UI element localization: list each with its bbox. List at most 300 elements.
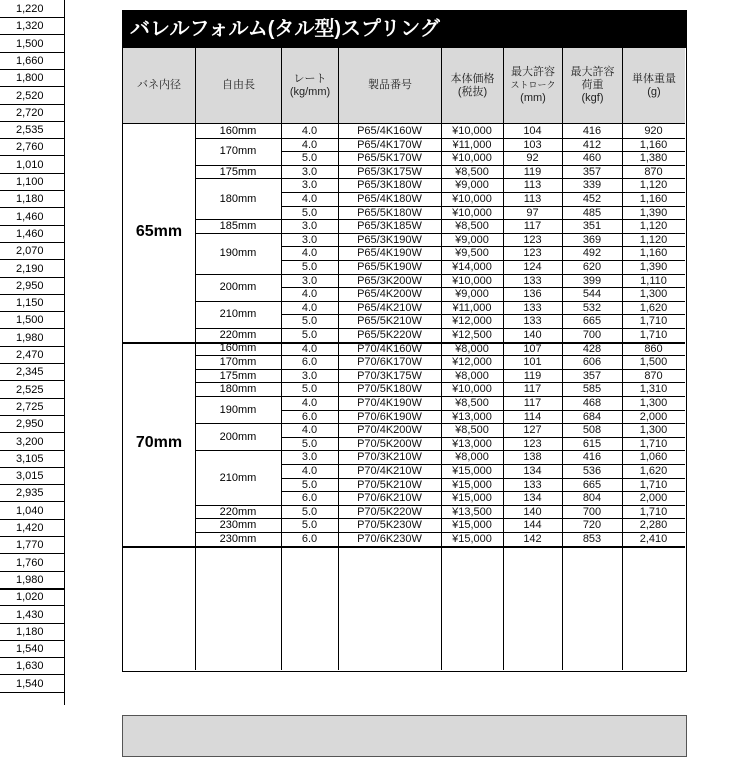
header-stroke-line2: ストローク — [510, 80, 556, 90]
left-column-cell — [0, 503, 64, 520]
table-cell: 684 — [582, 410, 602, 423]
header-rate-line1: レート — [293, 72, 327, 85]
left-column-value: 2,345 — [16, 366, 44, 379]
table-cell: 123 — [523, 247, 542, 260]
table-cell: 5.0 — [301, 383, 318, 396]
left-column-value: 2,935 — [16, 487, 44, 500]
table-cell: 5.0 — [301, 505, 318, 518]
table-cell: 860 — [644, 342, 663, 355]
table-cell: ¥11,000 — [452, 138, 492, 151]
header-price-line1: 本体価格 — [450, 72, 495, 85]
left-column-cell — [0, 295, 64, 312]
left-column-cell — [0, 88, 64, 105]
table-cell: 5.0 — [301, 329, 318, 341]
table-cell: P65/4K170W — [357, 138, 422, 151]
header-load-line3: (kgf) — [581, 92, 604, 104]
table-cell: P70/5K220W — [357, 505, 422, 518]
table-cell: 339 — [582, 179, 602, 192]
header-load — [562, 48, 622, 123]
table-cell: ¥15,000 — [452, 478, 492, 491]
free-length-cell: 170mm — [219, 356, 257, 368]
table-cell: 2,410 — [639, 533, 668, 545]
table-cell: 1,160 — [639, 138, 668, 151]
table-cell: 416 — [582, 125, 602, 137]
free-length-cell: 200mm — [219, 281, 257, 294]
header-rate-line2: (kg/mm) — [289, 85, 331, 98]
left-column-value: 2,950 — [16, 279, 44, 292]
free-length-cell: 160mm — [219, 124, 257, 137]
left-column-value: 1,630 — [16, 660, 44, 673]
table-cell: 6.0 — [301, 533, 318, 545]
left-column-cell — [0, 520, 64, 537]
left-column-cell — [0, 416, 64, 433]
table-cell: 123 — [523, 437, 542, 450]
free-length-cell: 190mm — [219, 403, 257, 416]
table-cell: 1,710 — [639, 478, 668, 491]
bottom-diagram-box — [122, 715, 687, 757]
table-cell: 5.0 — [301, 261, 318, 273]
left-column-cell — [0, 243, 64, 260]
table-cell: P65/3K190W — [357, 233, 422, 246]
table-cell: P65/4K210W — [357, 301, 422, 314]
left-column-value: 3,200 — [16, 435, 44, 448]
left-column-value: 1,660 — [16, 54, 44, 67]
table-cell: 853 — [582, 533, 602, 545]
table-cell: ¥15,000 — [452, 519, 492, 532]
left-column-value: 2,725 — [16, 400, 44, 413]
left-column-value: 1,980 — [16, 331, 44, 344]
table-cell: 700 — [582, 329, 602, 341]
free-length-cell: 230mm — [219, 519, 257, 532]
table-cell: 351 — [582, 220, 602, 233]
left-column-cell — [0, 122, 64, 139]
table-cell: 1,060 — [639, 451, 668, 464]
left-column-value: 1,100 — [16, 176, 44, 188]
header-price-line2: (税抜) — [457, 85, 488, 98]
left-column-cell — [0, 209, 64, 226]
left-column-value: 1,010 — [16, 158, 44, 171]
left-column-cell — [0, 658, 64, 675]
table-cell: 124 — [523, 261, 542, 273]
table-cell: 117 — [523, 383, 542, 396]
left-column-value: 1,800 — [16, 72, 44, 85]
length-divider — [195, 233, 281, 234]
table-cell: 665 — [582, 478, 602, 491]
table-cell: 103 — [523, 138, 542, 151]
table-cell: 3.0 — [301, 451, 318, 464]
header-stroke — [503, 48, 562, 123]
table-cell: ¥8,000 — [455, 369, 489, 382]
table-cell: 1,120 — [639, 179, 668, 192]
left-column-cell — [0, 624, 64, 641]
left-column-value: 1,150 — [16, 297, 44, 310]
free-length-cell: 175mm — [219, 369, 257, 382]
table-cell: 1,300 — [639, 424, 668, 437]
table-cell: 104 — [523, 125, 542, 137]
table-cell: 1,120 — [639, 220, 668, 233]
table-title: バレルフォルム(タル型)スプリング — [130, 18, 440, 40]
length-divider — [195, 450, 281, 451]
table-cell: 4.0 — [301, 247, 318, 260]
table-cell: 113 — [523, 179, 542, 192]
table-cell: P65/5K180W — [357, 206, 422, 219]
table-cell: P70/5K210W — [357, 478, 422, 491]
table-cell: ¥12,500 — [452, 329, 492, 341]
left-column-value: 2,190 — [16, 262, 44, 275]
table-cell: 412 — [582, 138, 602, 151]
left-column-cell — [0, 261, 64, 278]
left-column-cell — [0, 312, 64, 329]
table-cell: P65/3K185W — [357, 220, 422, 233]
left-column-value: 1,180 — [16, 625, 44, 638]
table-cell: 144 — [523, 519, 542, 532]
table-cell: 2,000 — [639, 410, 668, 423]
table-cell: 399 — [582, 274, 602, 287]
table-cell: 4.0 — [301, 342, 318, 355]
left-column-cell — [0, 641, 64, 658]
table-cell: 5.0 — [301, 206, 318, 219]
table-cell: 3.0 — [301, 179, 318, 192]
table-cell: ¥15,000 — [452, 492, 492, 505]
table-cell: ¥8,500 — [455, 165, 489, 178]
table-cell: 416 — [582, 451, 602, 464]
left-column-value: 1,770 — [16, 539, 44, 552]
free-length-cell: 175mm — [219, 165, 257, 178]
table-cell: 357 — [582, 369, 602, 382]
table-cell: 1,390 — [639, 261, 668, 273]
table-cell: ¥13,000 — [452, 437, 492, 450]
left-column-value: 2,070 — [16, 245, 44, 258]
table-cell: ¥10,000 — [452, 206, 492, 219]
table-cell: P65/3K175W — [357, 165, 422, 178]
table-cell: 5.0 — [301, 478, 318, 491]
left-column-cell — [0, 676, 64, 693]
table-cell: 620 — [582, 261, 602, 273]
table-cell: P65/4K190W — [357, 247, 422, 260]
table-cell: 114 — [523, 410, 542, 423]
table-cell: 1,710 — [639, 437, 668, 450]
table-cell: 1,120 — [639, 233, 668, 246]
left-column-cell — [0, 18, 64, 35]
table-cell: 2,280 — [639, 519, 668, 532]
table-cell: ¥12,000 — [452, 356, 492, 369]
left-column-value: 1,500 — [16, 314, 44, 327]
table-cell: P70/5K180W — [357, 383, 422, 396]
free-length-cell: 220mm — [219, 328, 257, 341]
header-load-line1: 最大許容 — [570, 66, 615, 78]
table-cell: ¥11,000 — [452, 301, 492, 314]
table-cell: 134 — [523, 492, 542, 505]
left-column-value: 2,720 — [16, 106, 44, 119]
table-cell: 1,310 — [639, 383, 668, 396]
left-column-cell — [0, 70, 64, 87]
table-cell: 4.0 — [301, 465, 318, 477]
left-column-value: 1,020 — [16, 591, 44, 604]
table-cell: P65/4K160W — [357, 125, 422, 137]
table-cell: 3.0 — [301, 369, 318, 382]
free-length-cell: 210mm — [219, 471, 257, 484]
left-column-value: 2,525 — [16, 383, 44, 396]
table-cell: 492 — [582, 247, 602, 260]
table-cell: 119 — [523, 165, 542, 178]
left-column-value: 1,460 — [16, 210, 44, 223]
table-cell: 134 — [523, 465, 542, 477]
left-column-cell — [0, 572, 64, 590]
table-cell: P70/4K210W — [357, 465, 422, 477]
table-cell: ¥9,000 — [455, 179, 489, 192]
table-cell: 4.0 — [301, 193, 318, 205]
table-cell: 5.0 — [301, 519, 318, 532]
length-divider — [195, 301, 281, 302]
left-column-cell — [0, 399, 64, 416]
left-column-value: 2,760 — [16, 141, 44, 154]
free-length-cell: 210mm — [219, 308, 257, 321]
table-cell: 117 — [523, 397, 542, 409]
table-cell: 1,500 — [639, 356, 668, 369]
table-cell: 460 — [582, 152, 602, 165]
table-cell: 1,110 — [640, 274, 667, 287]
table-cell: 5.0 — [301, 315, 318, 328]
left-column-value: 3,105 — [16, 452, 44, 465]
left-column-cell — [0, 1, 64, 18]
left-column-cell — [0, 607, 64, 624]
free-length-cell: 180mm — [219, 192, 257, 205]
table-cell: 615 — [582, 437, 602, 450]
table-cell: ¥12,000 — [452, 315, 492, 328]
table-cell: 119 — [523, 369, 542, 382]
left-column-cell — [0, 451, 64, 468]
table-cell: 665 — [582, 315, 602, 328]
table-cell: 140 — [523, 329, 542, 341]
left-column-cell — [0, 105, 64, 122]
left-column-value: 2,535 — [16, 124, 44, 137]
table-cell: P70/6K190W — [357, 410, 422, 423]
left-column-value: 1,420 — [16, 522, 44, 534]
left-column-cell — [0, 139, 64, 156]
table-cell: 2,000 — [639, 492, 668, 505]
table-cell: 428 — [582, 342, 602, 355]
left-column-value: 2,470 — [16, 349, 44, 361]
table-cell: ¥9,000 — [455, 288, 489, 301]
table-cell: P70/6K230W — [357, 533, 422, 545]
left-column-cell — [0, 157, 64, 174]
table-cell: ¥9,500 — [455, 247, 489, 260]
free-length-cell: 170mm — [219, 145, 257, 158]
table-cell: 4.0 — [301, 397, 318, 409]
length-divider — [195, 274, 281, 275]
table-cell: P65/4K180W — [357, 193, 422, 205]
table-cell: ¥9,000 — [455, 233, 489, 246]
table-cell: 870 — [644, 165, 663, 178]
table-cell: P65/3K200W — [357, 274, 422, 287]
table-cell: 1,300 — [639, 397, 668, 409]
left-column-cell — [0, 434, 64, 451]
left-column-value: 1,320 — [16, 20, 44, 33]
header-diameter: バネ内径 — [137, 79, 181, 91]
table-cell: 508 — [582, 424, 602, 437]
table-cell: 3.0 — [301, 233, 318, 246]
left-column-value: 1,540 — [16, 677, 44, 690]
table-cell: 3.0 — [301, 165, 318, 178]
left-column-value: 1,460 — [16, 227, 44, 240]
table-cell: 585 — [582, 383, 602, 396]
table-cell: 536 — [582, 465, 602, 477]
free-length-cell: 230mm — [219, 532, 257, 545]
table-cell: 6.0 — [301, 356, 318, 369]
table-cell: ¥8,500 — [455, 220, 489, 233]
table-cell: 4.0 — [301, 301, 318, 314]
left-column-cell — [0, 226, 64, 243]
table-cell: 920 — [644, 125, 663, 137]
free-length-cell: 220mm — [219, 505, 257, 518]
table-cell: ¥8,500 — [455, 424, 489, 437]
header-stroke-line3: (mm) — [520, 92, 546, 104]
left-column-value: 1,040 — [16, 504, 44, 517]
table-cell: ¥13,500 — [452, 505, 492, 518]
table-cell: 117 — [523, 220, 542, 233]
table-cell: 123 — [523, 233, 542, 246]
table-cell: 133 — [523, 478, 542, 491]
table-cell: 133 — [523, 301, 542, 314]
table-cell: ¥8,000 — [455, 342, 489, 355]
left-weight-column — [0, 0, 65, 705]
table-cell: ¥15,000 — [452, 465, 492, 477]
table-cell: 92 — [526, 152, 539, 165]
table-cell: P70/6K170W — [357, 356, 422, 369]
table-cell: 1,380 — [639, 152, 668, 165]
left-column-value: 1,220 — [16, 3, 44, 15]
left-column-cell — [0, 468, 64, 485]
header-weight — [622, 48, 685, 123]
header-rate — [281, 48, 338, 123]
table-cell: P65/5K220W — [357, 329, 422, 341]
table-cell: 1,620 — [639, 465, 668, 477]
left-column-cell — [0, 555, 64, 572]
length-divider — [195, 396, 281, 397]
table-cell: 1,620 — [639, 301, 668, 314]
left-column-cell — [0, 485, 64, 502]
free-length-cell: 185mm — [219, 220, 257, 232]
length-divider — [195, 138, 281, 139]
left-column-value: 3,015 — [16, 470, 44, 483]
diameter-cell: 70mm — [135, 433, 183, 451]
table-cell: 452 — [582, 193, 602, 205]
table-cell: 1,160 — [639, 247, 668, 260]
table-cell: P65/4K200W — [357, 288, 422, 301]
table-cell: 136 — [523, 288, 542, 301]
left-column-value: 1,430 — [16, 608, 44, 621]
group-divider — [123, 546, 685, 548]
header-product-no: 製品番号 — [338, 48, 441, 123]
left-column-value: 1,500 — [16, 37, 44, 50]
header-free-length: 自由長 — [195, 48, 281, 123]
table-cell: ¥10,000 — [452, 193, 492, 205]
table-cell: 107 — [523, 342, 542, 355]
table-cell: 133 — [523, 274, 542, 287]
table-cell: ¥10,000 — [452, 125, 492, 137]
table-cell: P70/6K210W — [357, 492, 422, 505]
table-cell: ¥10,000 — [452, 383, 492, 396]
table-cell: 127 — [523, 424, 542, 437]
table-cell: 606 — [582, 356, 602, 369]
table-cell: 369 — [582, 233, 602, 246]
free-length-cell: 160mm — [219, 342, 257, 355]
table-cell: 1,710 — [639, 329, 668, 341]
left-column-value: 2,520 — [16, 89, 44, 102]
table-cell: 532 — [582, 301, 602, 314]
table-cell: 1,160 — [639, 193, 668, 205]
table-cell: 357 — [582, 165, 602, 178]
table-cell: P70/3K210W — [357, 451, 422, 464]
left-column-cell — [0, 537, 64, 554]
length-divider — [195, 423, 281, 424]
table-cell: 4.0 — [301, 138, 318, 151]
table-cell: ¥8,500 — [455, 397, 489, 409]
table-cell: 4.0 — [301, 424, 318, 437]
header-weight-line2: (g) — [647, 85, 661, 98]
left-column-value: 1,540 — [16, 643, 44, 656]
left-column-value: 1,980 — [16, 573, 44, 586]
table-cell: 700 — [582, 505, 602, 518]
free-length-cell: 200mm — [219, 430, 257, 443]
header-price — [441, 48, 503, 123]
table-cell: ¥13,000 — [452, 410, 492, 423]
left-column-value: 1,760 — [16, 556, 44, 569]
table-cell: P65/5K170W — [357, 152, 422, 165]
left-column-cell — [0, 174, 64, 191]
diameter-cell: 65mm — [135, 222, 183, 240]
left-column-cell — [0, 364, 64, 381]
length-divider — [195, 178, 281, 179]
table-cell: 6.0 — [301, 410, 318, 423]
left-column-cell — [0, 382, 64, 399]
left-column-cell — [0, 53, 64, 70]
table-cell: P65/3K180W — [357, 179, 422, 192]
free-length-cell: 190mm — [219, 247, 257, 260]
table-cell: 3.0 — [301, 220, 318, 233]
table-cell: P70/5K230W — [357, 519, 422, 532]
left-column-cell — [0, 278, 64, 295]
table-cell: 113 — [523, 193, 542, 205]
table-cell: ¥15,000 — [452, 533, 492, 545]
table-cell: 804 — [582, 492, 602, 505]
table-cell: 3.0 — [301, 274, 318, 287]
table-cell: P70/4K190W — [357, 397, 422, 409]
table-cell: P70/3K175W — [357, 369, 422, 382]
free-length-cell: 180mm — [219, 383, 257, 396]
table-cell: P70/5K200W — [357, 437, 422, 450]
table-cell: 720 — [582, 519, 602, 532]
table-cell: 101 — [523, 356, 542, 369]
header-stroke-line1: 最大許容 — [510, 66, 555, 78]
table-cell: 485 — [582, 206, 602, 219]
table-cell: 97 — [526, 206, 539, 219]
table-cell: 1,300 — [639, 288, 668, 301]
table-cell: P70/4K200W — [357, 424, 422, 437]
table-cell: ¥10,000 — [452, 274, 492, 287]
table-cell: 544 — [582, 288, 602, 301]
table-cell: 138 — [523, 451, 542, 464]
header-load-line2: 荷重 — [581, 79, 604, 91]
left-column-value: 1,180 — [16, 193, 44, 206]
left-column-cell — [0, 589, 64, 606]
table-cell: ¥14,000 — [452, 261, 492, 273]
left-column-cell — [0, 36, 64, 53]
table-cell: 5.0 — [301, 437, 318, 450]
table-cell: P70/4K160W — [357, 342, 422, 355]
left-column-cell — [0, 347, 64, 364]
table-cell: 140 — [523, 505, 542, 518]
